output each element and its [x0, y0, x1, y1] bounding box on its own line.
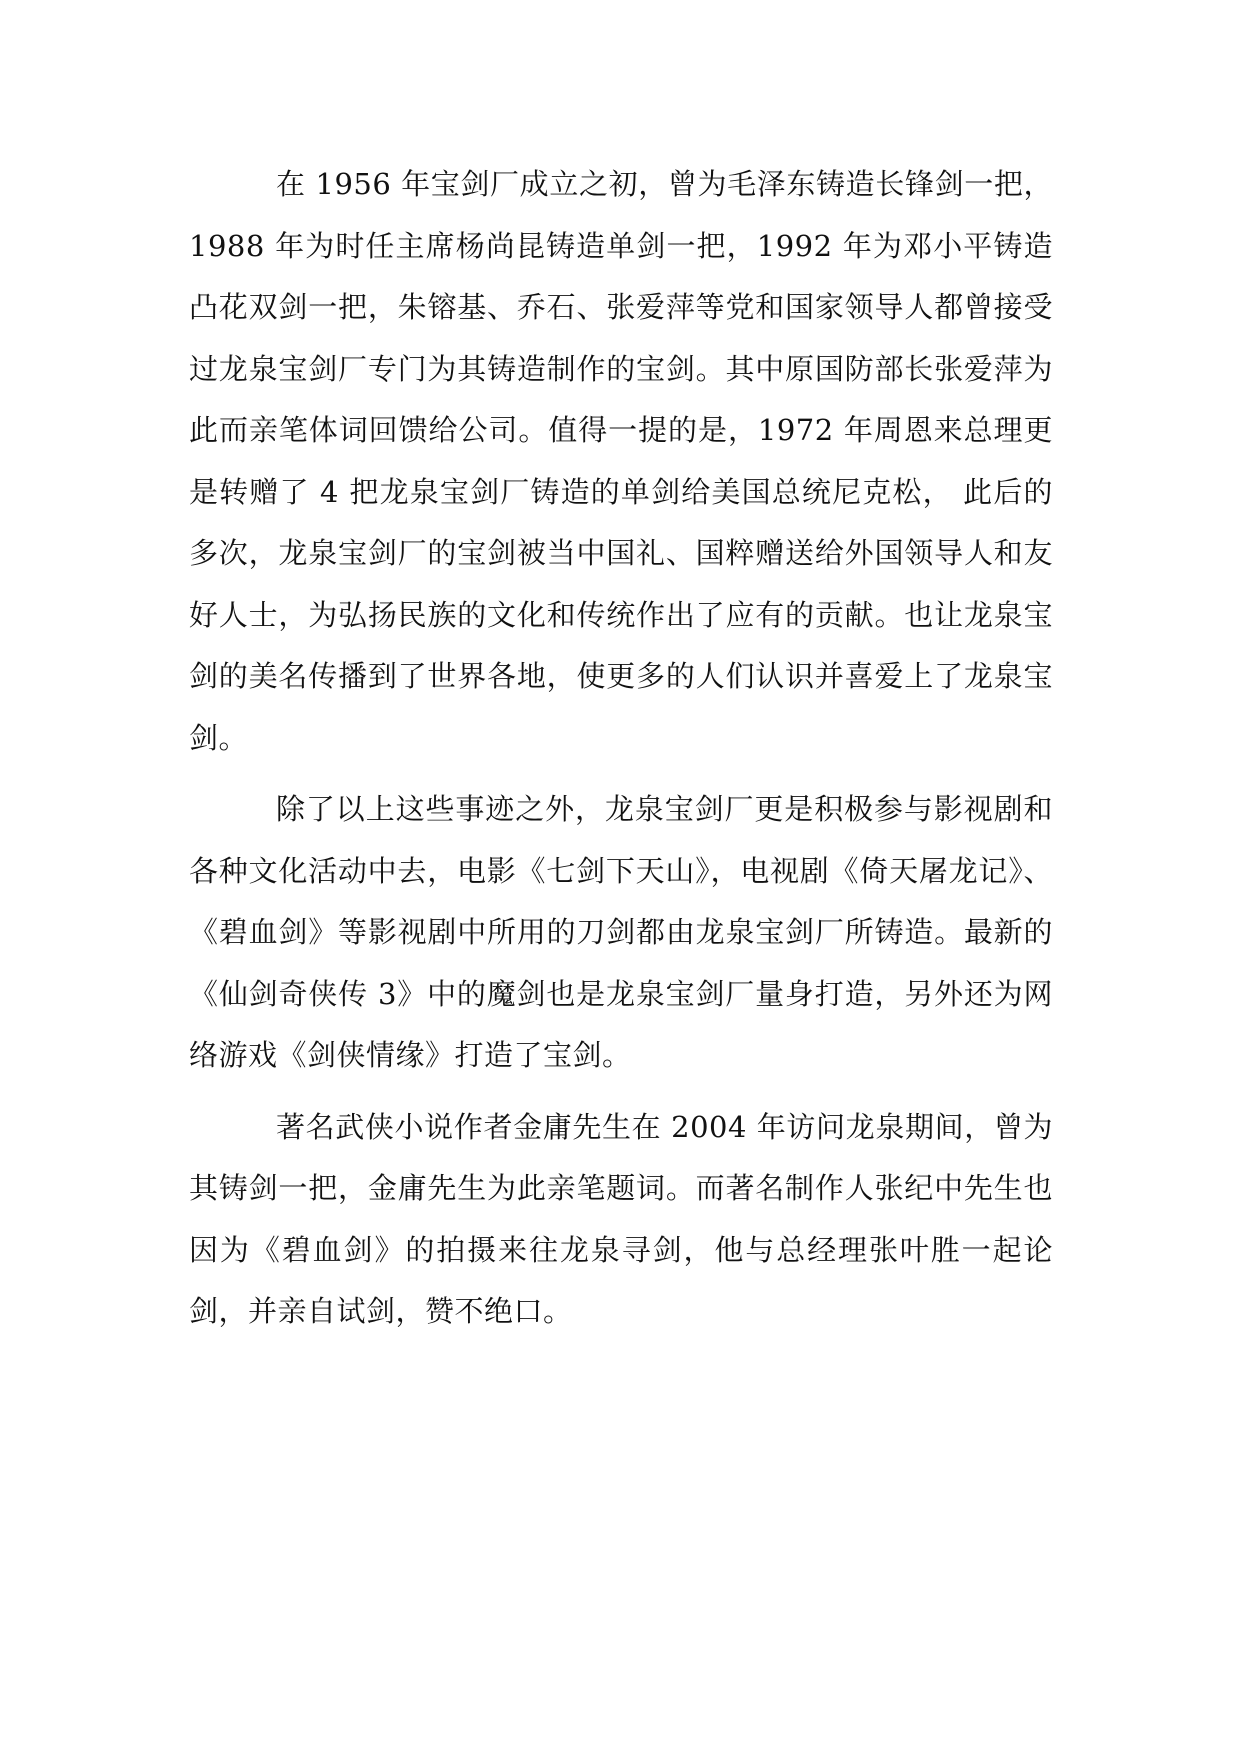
document-body — [189, 154, 1053, 1353]
paragraph-sword-gifts: 在 1956 年宝剑厂成立之初，曾为毛泽东铸造长锋剑一把，1988 年为时任主席杨尚昆铸造单剑一把，1992 年为邓小平铸造凸花双剑一把，朱镕基、乔石、张爱萍等党和国家领导人都曾接受过龙泉宝剑厂专门为其铸造制作的宝剑。其中原国防部长张爱萍为此而亲笔体词回馈给公司。值得一提的是，1972 年周恩来总理更是转赠了 4 把龙泉宝剑厂铸造的单剑给美国总统尼克松， 此后的多次，龙泉宝剑厂的宝剑被当中国礼、国粹赠送给外国领导人和友好人士，为弘扬民族的文化和传统作出了应有的贡献。也让龙泉宝剑的美名传播到了世界各地，使更多的人们认识并喜爱上了龙泉宝剑。 — [189, 167, 1053, 755]
paragraph-film-tv: 除了以上这些事迹之外，龙泉宝剑厂更是积极参与影视剧和各种文化活动中去，电影《七剑下天山》，电视剧《倚天屠龙记》、《碧血剑》等影视剧中所用的刀剑都由龙泉宝剑厂所铸造。最新的《仙剑奇侠传 3》中的魔剑也是龙泉宝剑厂量身打造，另外还为网络游戏《剑侠情缘》打造了宝剑。 — [189, 792, 1053, 1072]
paragraph-jin-yong: 著名武侠小说作者金庸先生在 2004 年访问龙泉期间，曾为其铸剑一把，金庸先生为此亲笔题词。而著名制作人张纪中先生也因为《碧血剑》的拍摄来往龙泉寻剑，他与总经理张叶胜一起论剑，并亲自试剑，赞不绝口。 — [189, 1109, 1053, 1328]
